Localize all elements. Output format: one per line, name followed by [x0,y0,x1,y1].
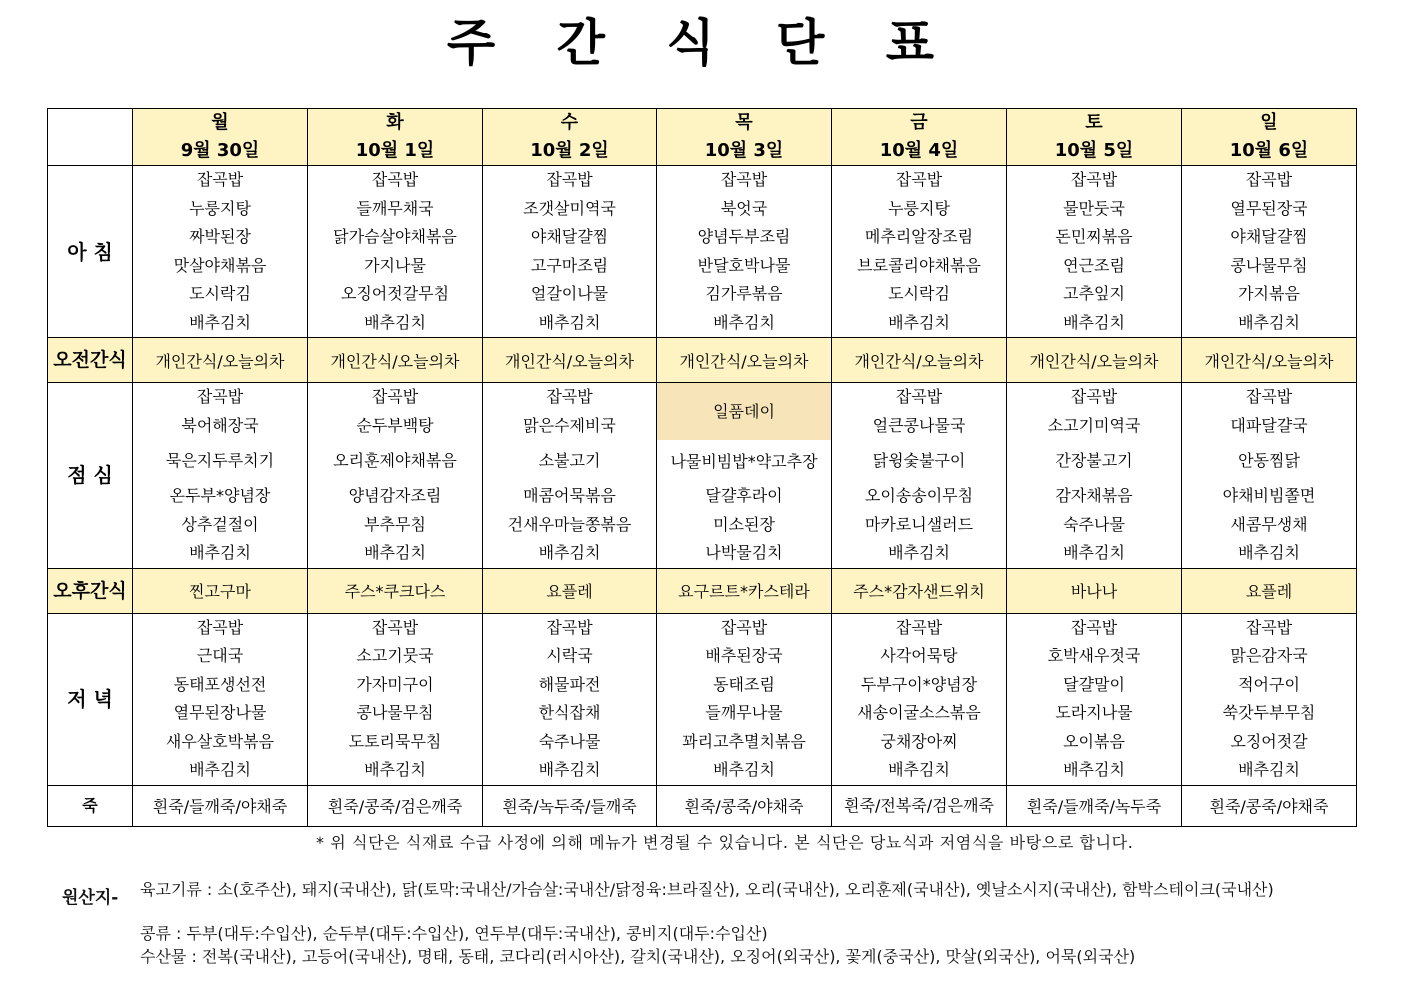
day-date: 10월 4일 [879,140,959,161]
menu-item: 콩나물무침 [356,703,434,722]
menu-item: 배추김치 [364,312,426,332]
day-name: 토 [1085,112,1103,133]
menu-item: 브로콜리야채볶음 [857,255,981,275]
day-name: 수 [560,112,579,133]
menu-item: 배추김치 [1063,543,1125,562]
menu-item: 잡곡밥 [895,617,943,637]
lunch-cell-wed [483,383,657,569]
menu-item: 새송이굴소스볶음 [857,703,981,722]
origin-meat: 육고기류 : 소(호주산), 돼지(국내산), 닭(토막:국내산/가슴살:국내산/닭정육:브라질산), 오리(국내산), 오리훈제(국내산), 옛날소시지(국내산), 함박스테이크(국내산) [140,880,1274,899]
menu-item: 도토리묵무침 [348,731,442,751]
am-snack-cell: 개인간식/오늘의차 [1007,338,1182,383]
menu-item: 잡곡밥 [1070,617,1118,637]
porridge-label: 죽 [48,785,133,826]
menu-item: 잡곡밥 [1245,617,1293,637]
menu-item: 닭윙숯불구이 [872,451,966,470]
menu-item: 배추김치 [888,312,950,332]
menu-item: 잡곡밥 [371,617,419,637]
menu-item: 꽈리고추멸치볶음 [682,731,806,751]
menu-item: 짜박된장 [189,227,251,246]
menu-item: 배추김치 [1238,760,1300,779]
menu-item: 오징어젓갈무침 [340,284,450,303]
am-snack-cell: 개인간식/오늘의차 [1182,338,1357,383]
breakfast-cell-tue [308,166,483,338]
day-name: 목 [735,112,753,133]
menu-item: 감자채볶음 [1055,486,1133,505]
porridge-cell: 흰죽/콩죽/야채죽 [1182,785,1357,826]
menu-item: 온두부*양념장 [169,486,271,505]
origin-seafood: 수산물 : 전복(국내산), 고등어(국내산), 명태, 동태, 코다리(러시아산), 갈치(국내산), 오징어(외국산), 꽃게(중국산), 맛살(외국산), 어묵(외국산) [140,947,1136,966]
day-header-fri [832,109,1007,166]
breakfast-cell-wed [483,166,657,338]
menu-item: 배추김치 [538,312,601,332]
breakfast-row [48,166,1357,338]
menu-item: 잡곡밥 [720,617,768,637]
menu-change-note: * 위 식단은 식재료 수급 사정에 의해 메뉴가 변경될 수 있습니다. 본 식단은 당뇨식과 저염식을 바탕으로 합니다. [316,833,1134,852]
breakfast-cell-thu [657,166,832,338]
menu-item: 들깨무채국 [356,198,434,218]
porridge-cell: 흰죽/콩죽/검은깨죽 [308,785,483,826]
pm-snack-cell: 요플레 [1182,568,1357,613]
menu-item: 메추리알장조림 [864,227,974,246]
dinner-cell-sun [1182,613,1357,785]
menu-item: 새콤무생채 [1230,514,1308,534]
day-header-sun [1182,109,1357,166]
pm-snack-cell: 바나나 [1007,568,1182,613]
menu-item: 배추김치 [189,543,251,562]
lunch-label: 점 심 [48,383,133,569]
menu-item: 누룽지탕 [888,198,950,218]
am-snack-cell: 개인간식/오늘의차 [133,338,308,383]
menu-item: 맑은수제비국 [523,415,616,435]
menu-item: 들깨무나물 [705,703,783,722]
day-date: 10월 1일 [355,140,435,161]
menu-item: 간장불고기 [1055,451,1133,470]
menu-item: 달걀말이 [1063,674,1125,694]
menu-item: 소고기뭇국 [356,646,434,665]
menu-item: 잡곡밥 [371,170,419,189]
menu-item: 야채달걀찜 [530,227,609,246]
menu-item: 배추김치 [713,312,775,332]
day-name: 월 [211,112,229,133]
menu-item: 잡곡밥 [1245,170,1293,189]
day-header-row [48,109,1357,166]
menu-item: 도시락김 [888,284,950,303]
menu-item: 적어구이 [1238,674,1300,694]
menu-item: 잡곡밥 [196,617,244,637]
menu-item: 나박물김치 [705,543,783,562]
menu-item: 배추김치 [538,543,601,562]
am-snack-cell: 개인간식/오늘의차 [657,338,832,383]
menu-item: 오이송송이무침 [864,486,974,505]
menu-item: 배추김치 [538,760,601,779]
menu-item: 미소된장 [713,514,775,534]
menu-item: 도라지나물 [1055,703,1133,722]
menu-item: 야채달걀찜 [1230,227,1308,246]
menu-item: 잡곡밥 [546,170,593,189]
menu-item: 야채비빔쫄면 [1222,486,1316,505]
menu-item: 배추김치 [189,312,251,332]
menu-item: 배추김치 [364,760,426,779]
pm-snack-cell: 주스*감자샌드위치 [832,568,1007,613]
am-snack-row [48,338,1357,383]
menu-item: 동태포생선전 [173,674,267,694]
lunch-cell-mon [133,383,308,569]
menu-item: 가자미구이 [356,674,434,694]
menu-item: 양념감자조림 [348,486,442,505]
menu-item: 상추겉절이 [181,514,259,534]
origin-bean: 콩류 : 두부(대두:수입산), 순두부(대두:수입산), 연두부(대두:국내산), 콩비지(대두:수입산) [140,924,768,943]
day-name: 화 [386,112,404,133]
dinner-cell-mon [133,613,308,785]
menu-item: 새우살호박볶음 [165,731,275,751]
pm-snack-label: 오후간식 [48,568,133,613]
menu-item: 묵은지두루치기 [165,451,275,470]
menu-item: 물만둣국 [1063,198,1125,218]
am-snack-cell: 개인간식/오늘의차 [308,338,483,383]
menu-item: 잡곡밥 [196,387,244,406]
breakfast-cell-mon [133,166,308,338]
menu-item: 맛살야채볶음 [173,255,267,275]
day-header-tue [308,109,483,166]
menu-item: 소고기미역국 [1047,415,1141,435]
dinner-cell-tue [308,613,483,785]
menu-item: 배추김치 [364,543,426,562]
menu-item: 궁채장아찌 [880,731,958,751]
day-date: 9월 30일 [180,140,260,161]
dinner-cell-sat [1007,613,1182,785]
origin-label: 원산지- [62,888,119,908]
lunch-cell-thu [657,383,832,569]
menu-item: 가지나물 [364,255,426,275]
porridge-row [48,785,1357,826]
menu-item: 맑은감자국 [1230,646,1308,665]
day-date: 10월 6일 [1229,140,1309,161]
lunch-cell-tue [308,383,483,569]
day-header-sat [1007,109,1182,166]
page-title: 주 간 식 단 표 [446,14,957,72]
dinner-row [48,613,1357,785]
menu-item: 닭가슴살야채볶음 [333,227,457,246]
menu-item: 한식잡채 [538,703,601,722]
menu-item: 매콤어묵볶음 [523,486,616,505]
porridge-text: 흰죽/전복죽/검은깨죽 [844,796,994,815]
menu-item: 해물파전 [538,674,601,694]
lunch-cell-sat [1007,383,1182,569]
menu-item: 콩나물무침 [1230,255,1308,275]
menu-item: 가지볶음 [1238,284,1300,303]
menu-item: 두부구이*양념장 [860,674,978,694]
day-date: 10월 2일 [530,140,609,161]
pm-snack-row [48,568,1357,613]
menu-item: 사각어묵탕 [880,646,958,665]
porridge-cell: 흰죽/콩죽/야채죽 [657,785,832,826]
breakfast-cell-sat [1007,166,1182,338]
menu-item: 잡곡밥 [546,387,593,406]
menu-item: 돈민찌볶음 [1055,227,1133,246]
dinner-cell-wed [483,613,657,785]
menu-item: 쑥갓두부무침 [1222,703,1316,722]
pm-snack-cell: 찐고구마 [133,568,308,613]
am-snack-cell: 개인간식/오늘의차 [832,338,1007,383]
menu-item: 도시락김 [189,284,251,303]
menu-item: 잡곡밥 [720,170,768,189]
lunch-cell-fri [832,383,1007,569]
menu-item: 얼큰콩나물국 [872,415,966,435]
day-name: 금 [910,112,928,133]
breakfast-cell-sun [1182,166,1357,338]
menu-item: 동태조림 [713,674,775,694]
day-header-wed [483,109,657,166]
day-header-thu [657,109,832,166]
menu-item: 마카로니샐러드 [864,514,974,534]
menu-item: 순두부백탕 [356,415,434,435]
menu-item: 달걀후라이 [705,486,783,505]
menu-item: 북엇국 [720,198,768,218]
menu-item: 잡곡밥 [371,387,419,406]
menu-item: 배추김치 [888,760,950,779]
menu-item: 소불고기 [538,451,601,470]
menu-item: 잡곡밥 [895,387,943,406]
menu-item: 오리훈제야채볶음 [333,451,457,470]
am-snack-cell: 개인간식/오늘의차 [483,338,657,383]
porridge-cell: 흰죽/들깨죽/녹두죽 [1007,785,1182,826]
am-snack-label: 오전간식 [48,338,133,383]
porridge-cell: 흰죽/녹두죽/들깨죽 [483,785,657,826]
menu-item: 건새우마늘쫑볶음 [507,514,632,534]
menu-item: 잡곡밥 [546,617,593,637]
menu-item: 열무된장국 [1230,198,1308,218]
lunch-cell-sun [1182,383,1357,569]
menu-item: 연근조림 [1063,255,1125,275]
menu-item: 배추김치 [1063,760,1125,779]
day-date: 10월 3일 [704,140,784,161]
menu-item: 오징어젓갈 [1230,731,1308,751]
menu-item: 배추김치 [1238,543,1300,562]
menu-item: 김가루볶음 [705,284,783,303]
menu-item: 잡곡밥 [1070,170,1118,189]
breakfast-label: 아 침 [48,166,133,338]
menu-item: 잡곡밥 [1070,387,1118,406]
menu-item: 배추된장국 [705,646,783,665]
menu-item: 안동찜닭 [1238,451,1300,470]
menu-item: 호박새우젓국 [1047,646,1141,665]
day-name: 일 [1260,112,1278,133]
menu-item: 양념두부조림 [697,227,791,246]
menu-item: 누룽지탕 [189,198,251,218]
porridge-cell [832,785,1007,826]
dinner-cell-thu [657,613,832,785]
menu-item: 잡곡밥 [196,170,244,189]
lunch-row [48,383,1357,569]
day-date: 10월 5일 [1054,140,1134,161]
dinner-cell-fri [832,613,1007,785]
menu-item: 잡곡밥 [1245,387,1293,406]
porridge-cell: 흰죽/들깨죽/야채죽 [133,785,308,826]
menu-item: 부추무침 [364,514,426,534]
menu-item: 조갯살미역국 [523,198,616,218]
menu-item: 배추김치 [1063,312,1125,332]
weekly-menu-table [47,108,1357,827]
menu-item: 시락국 [546,646,593,665]
menu-item: 북어해장국 [181,415,259,435]
day-header-mon [133,109,308,166]
menu-item: 고추잎지 [1063,284,1125,303]
menu-item: 배추김치 [888,543,950,562]
menu-item: 근대국 [196,646,244,665]
pm-snack-cell: 주스*쿠크다스 [308,568,483,613]
pm-snack-cell: 요플레 [483,568,657,613]
menu-item: 고구마조림 [530,255,609,275]
menu-item: 배추김치 [1238,312,1300,332]
menu-item: 대파달걀국 [1230,415,1308,435]
menu-item: 배추김치 [713,760,775,779]
menu-item: 열무된장나물 [173,703,267,722]
menu-item: 숙주나물 [1063,514,1125,534]
menu-item: 배추김치 [189,760,251,779]
pm-snack-cell: 요구르트*카스테라 [657,568,832,613]
special-day-badge: 일품데이 [657,383,831,440]
menu-item: 잡곡밥 [895,170,943,189]
dinner-label: 저 녁 [48,613,133,785]
menu-item: 오이볶음 [1063,731,1125,751]
menu-item: 숙주나물 [538,731,601,751]
menu-item: 반달호박나물 [697,255,791,275]
menu-item: 나물비빔밥*약고추장 [670,451,818,471]
breakfast-cell-fri [832,166,1007,338]
header-corner [48,109,133,166]
menu-item: 얼갈이나물 [530,284,609,303]
